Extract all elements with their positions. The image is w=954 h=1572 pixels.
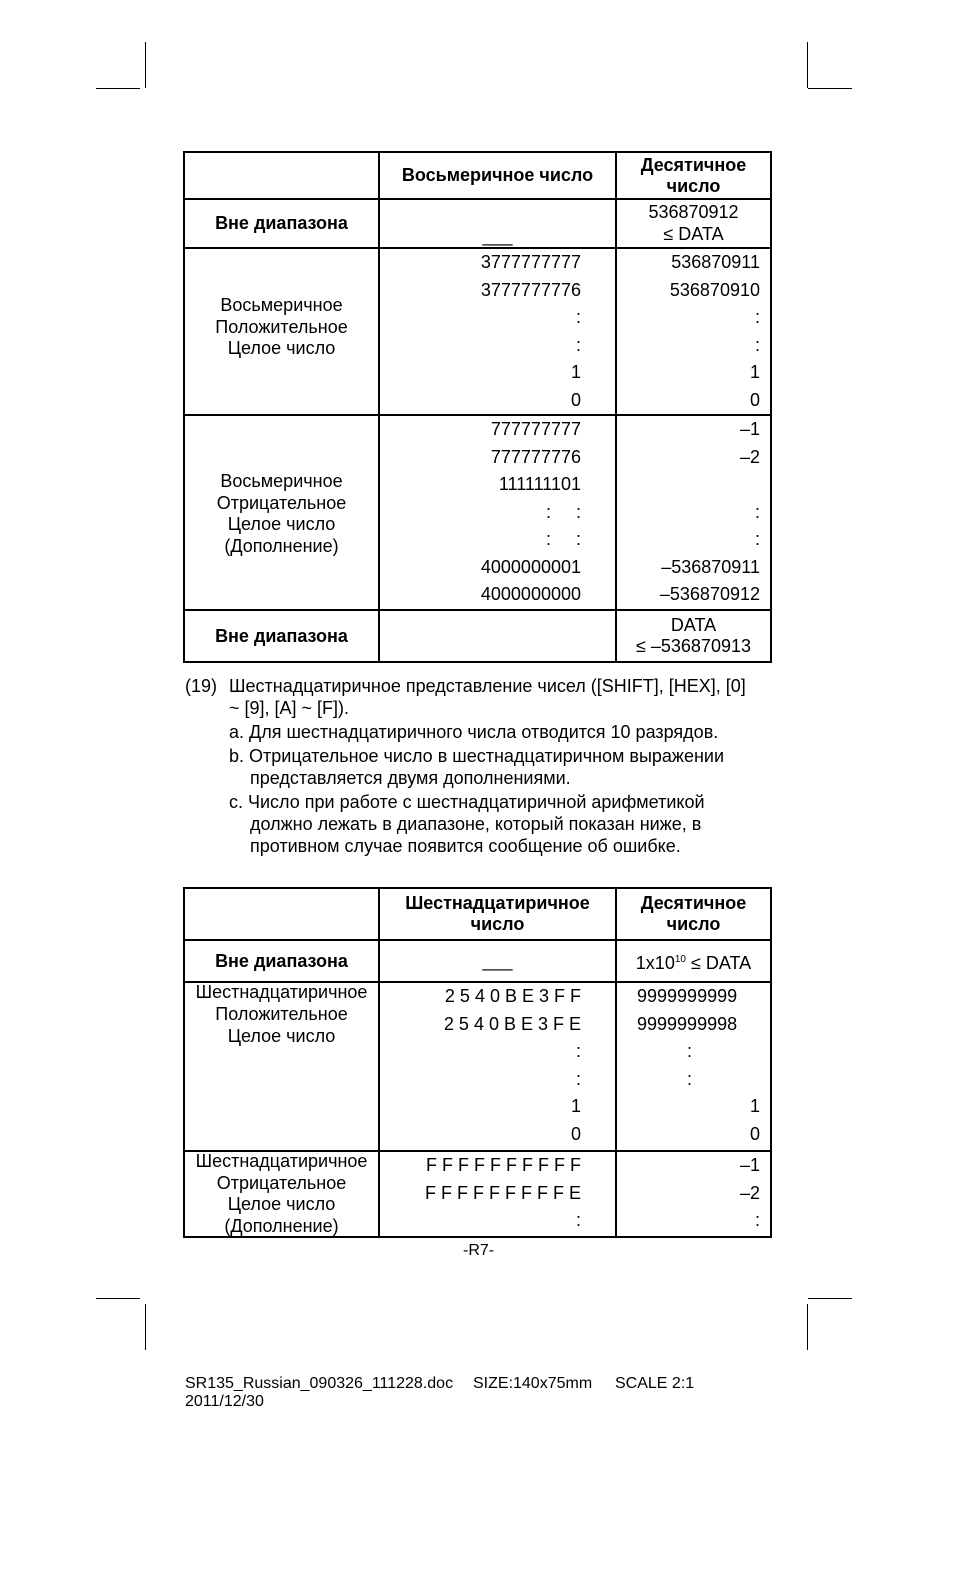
header-decimal — [616, 888, 771, 940]
decimal-negative-values — [616, 415, 771, 610]
value: 9999999998 — [637, 1013, 738, 1034]
label-line: Целое число — [227, 338, 336, 358]
item-a: a. Для шестнадцатиричного числа отводится 10 разрядов. — [229, 722, 719, 742]
value: : — [575, 307, 581, 327]
label-line: (Дополнение) — [224, 535, 339, 556]
section-number: (19) — [185, 676, 218, 696]
value: –1 — [739, 419, 760, 439]
value: F F F F F F F F F F — [426, 1155, 581, 1175]
value: : — [575, 1041, 581, 1061]
octal-positive-values — [379, 248, 616, 415]
value: DATA — [670, 615, 717, 635]
value: 777777776 — [490, 446, 581, 467]
header-octal: Восьмеричное число — [379, 152, 616, 199]
header-line: число — [666, 914, 721, 934]
hex-range-table — [183, 887, 772, 1238]
hex-positive-label — [184, 982, 379, 1151]
label-line: Целое число — [227, 514, 336, 534]
out-of-range-hex — [379, 940, 616, 982]
section-line: Шестнадцатиричное представление чисел ([SHIFT], [HEX], [0] — [229, 676, 746, 696]
value: 1 — [749, 1096, 760, 1116]
exponent: 10 — [674, 953, 686, 965]
item-c: c. Число при работе с шестнадцатиричной арифметикой — [229, 792, 705, 812]
out-of-range-label: Вне диапазона — [184, 199, 379, 248]
header-decimal: Десятичное число — [616, 152, 771, 199]
octal-negative-label — [184, 415, 379, 610]
value: 777777777 — [490, 419, 581, 439]
out-of-range-label: Вне диапазона — [184, 940, 379, 982]
dash: ___ — [482, 226, 513, 246]
octal-negative-values — [379, 415, 616, 610]
value: –536870912 — [659, 584, 760, 604]
value: –536870911 — [661, 556, 760, 577]
header-line: Шестнадцатиричное — [405, 893, 590, 913]
out-of-range-decimal — [616, 610, 771, 662]
label-line: Восьмеричное — [220, 295, 343, 315]
value: 3777777777 — [480, 252, 581, 272]
value: : — [687, 1041, 693, 1061]
value: : — [754, 1210, 760, 1230]
label-line: Восьмеричное — [220, 471, 343, 491]
value: : — [754, 501, 760, 522]
decimal-positive-values — [616, 248, 771, 415]
crop-mark — [807, 42, 808, 88]
value: 9999999999 — [637, 986, 738, 1006]
crop-mark — [145, 1304, 146, 1350]
value: ≤ DATA — [663, 223, 724, 244]
crop-mark — [96, 88, 140, 89]
decimal-negative-values — [616, 1151, 771, 1237]
header-hex — [379, 888, 616, 940]
item-b: представляется двумя дополнениями. — [250, 768, 571, 788]
value: 4000000001 — [480, 556, 581, 577]
out-of-range-decimal — [616, 199, 771, 248]
label-line: Положительное — [215, 316, 348, 337]
footer-size: SIZE:140x75mm — [473, 1375, 593, 1392]
value: 111111101 — [498, 474, 581, 494]
footer-scale: SCALE 2:1 — [615, 1375, 695, 1392]
out-of-range-decimal — [616, 940, 771, 982]
value: ≤ DATA — [685, 952, 752, 973]
label-line: Положительное — [215, 1004, 348, 1024]
value: 2 5 4 0 B E 3 F E — [443, 1013, 581, 1034]
value: : — [754, 529, 760, 549]
value: : — [575, 1210, 581, 1230]
item-c: должно лежать в диапазоне, который показан ниже, в — [250, 814, 702, 834]
value: : — [754, 334, 760, 355]
decimal-positive-values — [616, 982, 771, 1151]
out-of-range-octal — [379, 610, 616, 662]
value: –2 — [739, 446, 760, 467]
page-number: -R7- — [463, 1242, 495, 1259]
value: 0 — [570, 1123, 581, 1144]
value: 1 — [749, 362, 760, 382]
label-line: Шестнадцатиричное — [195, 982, 368, 1002]
value: 536870910 — [669, 279, 760, 300]
header-line: число — [470, 914, 525, 934]
value: 1 — [570, 362, 581, 382]
value: 0 — [570, 389, 581, 410]
value: 536870911 — [671, 252, 760, 272]
value: : — [575, 334, 581, 355]
label-line: Целое число — [227, 1026, 336, 1046]
crop-mark — [145, 42, 146, 88]
footer-filename: SR135_Russian_090326_111228.doc — [185, 1375, 454, 1392]
crop-mark — [808, 88, 852, 89]
hex-positive-values — [379, 982, 616, 1151]
octal-range-table — [183, 151, 772, 663]
label-line: Шестнадцатиричное — [195, 1151, 368, 1171]
section-line: ~ [9], [A] ~ [F]). — [229, 698, 350, 718]
value: ≤ –536870913 — [636, 636, 751, 656]
crop-mark — [96, 1298, 140, 1299]
label-line: Целое число — [227, 1194, 336, 1214]
value: 0 — [749, 389, 760, 410]
label-line: Отрицательное — [216, 492, 347, 513]
value: : — [575, 1068, 581, 1089]
value — [617, 471, 760, 499]
value: : — [754, 307, 760, 327]
hex-negative-values — [379, 1151, 616, 1237]
octal-positive-label — [184, 248, 379, 415]
value: 536870912 — [648, 201, 739, 222]
out-of-range-octal — [379, 199, 616, 248]
value: : : — [545, 501, 581, 522]
dash: ___ — [482, 950, 513, 971]
value: F F F F F F F F F E — [425, 1182, 581, 1203]
label-line: (Дополнение) — [224, 1215, 339, 1236]
label-line: Отрицательное — [216, 1172, 347, 1193]
item-b: b. Отрицательное число в шестнадцатиричном выражении — [229, 746, 725, 766]
footer-date: 2011/12/30 — [185, 1393, 264, 1410]
value: : : — [545, 529, 581, 549]
value: 0 — [749, 1123, 760, 1144]
value: 3777777776 — [480, 279, 581, 300]
header-empty — [184, 152, 379, 199]
value: 1 — [570, 1096, 581, 1116]
crop-mark — [807, 1304, 808, 1350]
item-c: противном случае появится сообщение об ошибке. — [250, 836, 681, 856]
value: –2 — [739, 1182, 760, 1203]
value: 4000000000 — [480, 584, 581, 604]
value: 2 5 4 0 B E 3 F F — [444, 986, 581, 1006]
header-empty — [184, 888, 379, 940]
crop-mark — [808, 1298, 852, 1299]
value: –1 — [739, 1155, 760, 1175]
out-of-range-label: Вне диапазона — [184, 610, 379, 662]
header-line: Десятичное — [640, 893, 747, 913]
value: : — [687, 1068, 693, 1089]
value: 1x10 — [635, 952, 675, 973]
hex-negative-label — [184, 1151, 379, 1237]
